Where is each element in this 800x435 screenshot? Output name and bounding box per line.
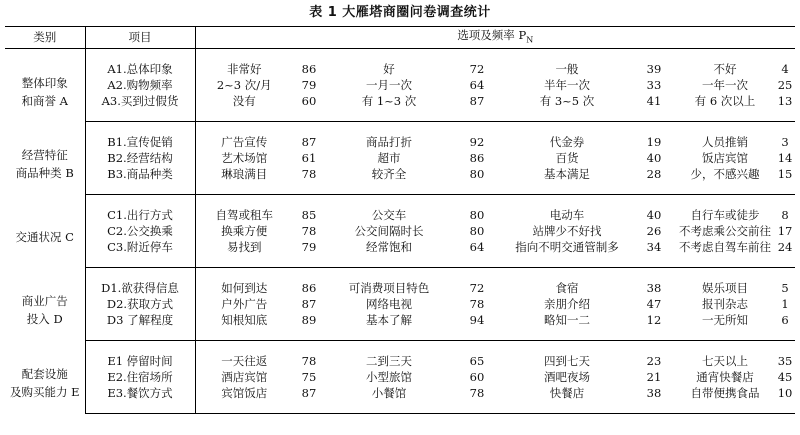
frequency-3-cell: 38 — [633, 385, 675, 414]
option-3-cell: 百货 — [555, 151, 579, 166]
option-3-cell: 基本满足 — [501, 166, 633, 195]
frequency-2-cell: 87 — [453, 93, 501, 122]
option-3-cell: 有 3~5 次 — [501, 93, 633, 122]
table-row — [5, 385, 795, 414]
table-caption: 表 1 大雁塔商圈问卷调查统计 — [309, 5, 491, 20]
frequency-1-cell: 60 — [293, 93, 325, 122]
item-cell: A2.购物频率 — [85, 77, 195, 93]
category-label-line: 整体印象 — [21, 75, 68, 90]
option-4-cell: 饭店宾馆 — [702, 151, 748, 166]
option-2-cell: 小餐馆 — [325, 385, 453, 414]
frequency-2-cell: 78 — [453, 385, 501, 414]
frequency-3-cell: 33 — [646, 78, 662, 93]
option-1-cell: 宾馆饭店 — [195, 385, 293, 414]
frequency-3-cell: 41 — [633, 93, 675, 122]
option-2-cell: 网络电视 — [366, 297, 412, 312]
option-1-cell: 换乘方便 — [221, 224, 268, 239]
table-row — [5, 195, 795, 224]
frequency-1-cell: 85 — [301, 208, 317, 223]
option-4-cell: 少，不感兴趣 — [675, 166, 775, 195]
survey-table — [5, 26, 795, 414]
item-cell: D3 了解程度 — [85, 312, 195, 341]
option-2-cell: 一月一次 — [366, 78, 412, 93]
frequency-2-cell: 72 — [469, 281, 485, 296]
frequency-1-cell: 78 — [301, 354, 317, 369]
option-3-cell: 食宿 — [555, 281, 579, 296]
option-2-cell: 好 — [383, 62, 395, 77]
option-4-cell: 自带便携食品 — [675, 385, 775, 414]
frequency-3-cell: 40 — [646, 208, 662, 223]
frequency-2-cell: 94 — [453, 312, 501, 341]
frequency-3-cell: 34 — [633, 239, 675, 268]
frequency-3-cell: 19 — [646, 135, 662, 150]
category-label-line: 商品种类 B — [15, 166, 74, 181]
option-1-cell: 非常好 — [227, 62, 262, 77]
option-3-cell: 亲朋介绍 — [544, 297, 590, 312]
option-4-cell: 七天以上 — [702, 354, 748, 369]
option-2-cell: 二到三天 — [366, 354, 412, 369]
option-3-cell: 快餐店 — [501, 385, 633, 414]
category-cell — [5, 122, 85, 195]
frequency-2-cell: 60 — [469, 370, 485, 385]
table-row — [5, 223, 795, 239]
frequency-1-cell: 61 — [301, 151, 317, 166]
category-cell — [5, 49, 85, 122]
category-label-line: 配套设施 — [21, 367, 68, 382]
option-2-cell: 基本了解 — [325, 312, 453, 341]
option-1-cell: 琳琅满目 — [195, 166, 293, 195]
frequency-2-cell: 65 — [469, 354, 485, 369]
option-4-cell: 娱乐项目 — [702, 281, 748, 296]
frequency-2-cell: 80 — [453, 166, 501, 195]
table-row — [5, 369, 795, 385]
frequency-1-cell: 79 — [301, 78, 317, 93]
frequency-2-cell: 64 — [469, 78, 485, 93]
option-2-cell: 有 1~3 次 — [325, 93, 453, 122]
table-body — [5, 49, 795, 414]
frequency-1-cell: 78 — [301, 224, 317, 239]
frequency-2-cell: 80 — [469, 224, 485, 239]
frequency-3-cell: 26 — [646, 224, 662, 239]
frequency-2-cell: 78 — [469, 297, 485, 312]
frequency-4-cell: 45 — [777, 370, 793, 385]
table-row — [5, 93, 795, 122]
table-row — [5, 150, 795, 166]
option-2-cell: 公交车 — [371, 208, 407, 223]
header-item: 项目 — [85, 27, 195, 49]
option-1-cell: 如何到达 — [221, 281, 268, 296]
frequency-4-cell: 17 — [777, 224, 793, 239]
item-cell: D1.欲获得信息 — [85, 268, 195, 297]
option-1-cell: 一天往返 — [221, 354, 268, 369]
frequency-1-cell: 75 — [301, 370, 317, 385]
option-2-cell: 可消费项目特色 — [348, 281, 430, 296]
frequency-4-cell: 4 — [781, 62, 789, 77]
option-1-cell: 自驾或租车 — [215, 208, 273, 223]
category-label-line: 及购买能力 E — [9, 385, 80, 400]
category-cell — [5, 195, 85, 268]
frequency-1-cell: 86 — [301, 281, 317, 296]
table-row — [5, 268, 795, 297]
option-3-cell: 代金券 — [549, 135, 585, 150]
table-row — [5, 49, 795, 78]
table-row — [5, 296, 795, 312]
option-3-cell: 半年一次 — [544, 78, 590, 93]
frequency-3-cell: 23 — [646, 354, 662, 369]
item-cell: B2.经营结构 — [85, 150, 195, 166]
option-4-cell: 报刊杂志 — [702, 297, 748, 312]
option-3-cell: 站牌少不好找 — [532, 224, 602, 239]
category-label-line: 交通状况 C — [15, 230, 74, 245]
frequency-2-cell: 64 — [453, 239, 501, 268]
header-options-subscript: N — [526, 35, 534, 45]
frequency-1-cell: 87 — [293, 385, 325, 414]
option-2-cell: 较齐全 — [325, 166, 453, 195]
option-4-cell: 有 6 次以上 — [675, 93, 775, 122]
option-2-cell: 商品打折 — [366, 135, 412, 150]
table-row — [5, 341, 795, 370]
frequency-1-cell: 87 — [301, 297, 317, 312]
option-4-cell: 一无所知 — [675, 312, 775, 341]
frequency-1-cell: 89 — [293, 312, 325, 341]
option-2-cell: 经常饱和 — [325, 239, 453, 268]
frequency-2-cell: 92 — [469, 135, 485, 150]
item-cell: C3.附近停车 — [85, 239, 195, 268]
frequency-4-cell: 24 — [775, 239, 795, 268]
option-4-cell: 通宵快餐店 — [696, 370, 754, 385]
frequency-3-cell: 47 — [646, 297, 662, 312]
frequency-4-cell: 35 — [777, 354, 793, 369]
table-row — [5, 122, 795, 151]
item-cell: E1 停留时间 — [85, 341, 195, 370]
frequency-1-cell: 78 — [293, 166, 325, 195]
option-3-cell: 略知一二 — [501, 312, 633, 341]
option-1-cell: 2~3 次/月 — [216, 78, 272, 93]
option-3-cell: 四到七天 — [544, 354, 590, 369]
frequency-4-cell: 25 — [777, 78, 793, 93]
option-1-cell: 易找到 — [195, 239, 293, 268]
table-row — [5, 166, 795, 195]
option-2-cell: 小型旅馆 — [366, 370, 412, 385]
option-4-cell: 一年一次 — [702, 78, 748, 93]
category-label-line: 商业广告 — [21, 294, 68, 309]
item-cell: A1.总体印象 — [85, 49, 195, 78]
frequency-4-cell: 14 — [777, 151, 793, 166]
item-cell: B1.宣传促销 — [85, 122, 195, 151]
frequency-4-cell: 6 — [775, 312, 795, 341]
option-1-cell: 艺术场馆 — [221, 151, 268, 166]
frequency-4-cell: 3 — [781, 135, 789, 150]
table-row — [5, 239, 795, 268]
option-2-cell: 超市 — [377, 151, 401, 166]
frequency-4-cell: 8 — [781, 208, 789, 223]
frequency-3-cell: 40 — [646, 151, 662, 166]
frequency-4-cell: 13 — [775, 93, 795, 122]
frequency-3-cell: 38 — [646, 281, 662, 296]
option-4-cell: 人员推销 — [702, 135, 748, 150]
option-4-cell: 不好 — [713, 62, 737, 77]
frequency-1-cell: 86 — [301, 62, 317, 77]
option-1-cell: 酒店宾馆 — [221, 370, 268, 385]
frequency-1-cell: 79 — [293, 239, 325, 268]
option-4-cell: 自行车或徒步 — [690, 208, 760, 223]
header-options-label: 选项及频率 P — [457, 28, 527, 42]
item-cell: B3.商品种类 — [85, 166, 195, 195]
item-cell: D2.获取方式 — [85, 296, 195, 312]
category-label-line: 经营特征 — [21, 148, 68, 163]
table-row — [5, 77, 795, 93]
frequency-2-cell: 72 — [469, 62, 485, 77]
frequency-3-cell: 12 — [633, 312, 675, 341]
frequency-1-cell: 87 — [301, 135, 317, 150]
frequency-3-cell: 28 — [633, 166, 675, 195]
category-cell — [5, 268, 85, 341]
item-cell: C2.公交换乘 — [85, 223, 195, 239]
frequency-3-cell: 39 — [646, 62, 662, 77]
table-row — [5, 312, 795, 341]
option-2-cell: 公交间隔时长 — [354, 224, 424, 239]
item-cell: E3.餐饮方式 — [85, 385, 195, 414]
category-cell — [5, 341, 85, 414]
frequency-4-cell: 10 — [775, 385, 795, 414]
frequency-4-cell: 5 — [781, 281, 789, 296]
category-label-line: 和商誉 A — [21, 93, 68, 108]
option-4-cell: 不考虑乘公交前往 — [679, 224, 771, 239]
option-1-cell: 知根知底 — [195, 312, 293, 341]
option-3-cell: 酒吧夜场 — [544, 370, 590, 385]
option-4-cell: 不考虑自驾车前往 — [675, 239, 775, 268]
header-options — [195, 27, 795, 49]
item-cell: E2.住宿场所 — [85, 369, 195, 385]
frequency-4-cell: 15 — [775, 166, 795, 195]
item-cell: A3.买到过假货 — [85, 93, 195, 122]
option-3-cell: 电动车 — [549, 208, 585, 223]
option-1-cell: 户外广告 — [221, 297, 268, 312]
header-category: 类别 — [5, 27, 85, 49]
frequency-3-cell: 21 — [646, 370, 662, 385]
category-label-line: 投入 D — [26, 312, 63, 327]
option-1-cell: 没有 — [195, 93, 293, 122]
item-cell: C1.出行方式 — [85, 195, 195, 224]
frequency-4-cell: 1 — [781, 297, 789, 312]
frequency-2-cell: 86 — [469, 151, 485, 166]
frequency-2-cell: 80 — [469, 208, 485, 223]
option-3-cell: 指向不明交通管制多 — [501, 239, 633, 268]
option-3-cell: 一般 — [555, 62, 579, 77]
header-row — [5, 27, 795, 49]
option-1-cell: 广告宣传 — [221, 135, 268, 150]
